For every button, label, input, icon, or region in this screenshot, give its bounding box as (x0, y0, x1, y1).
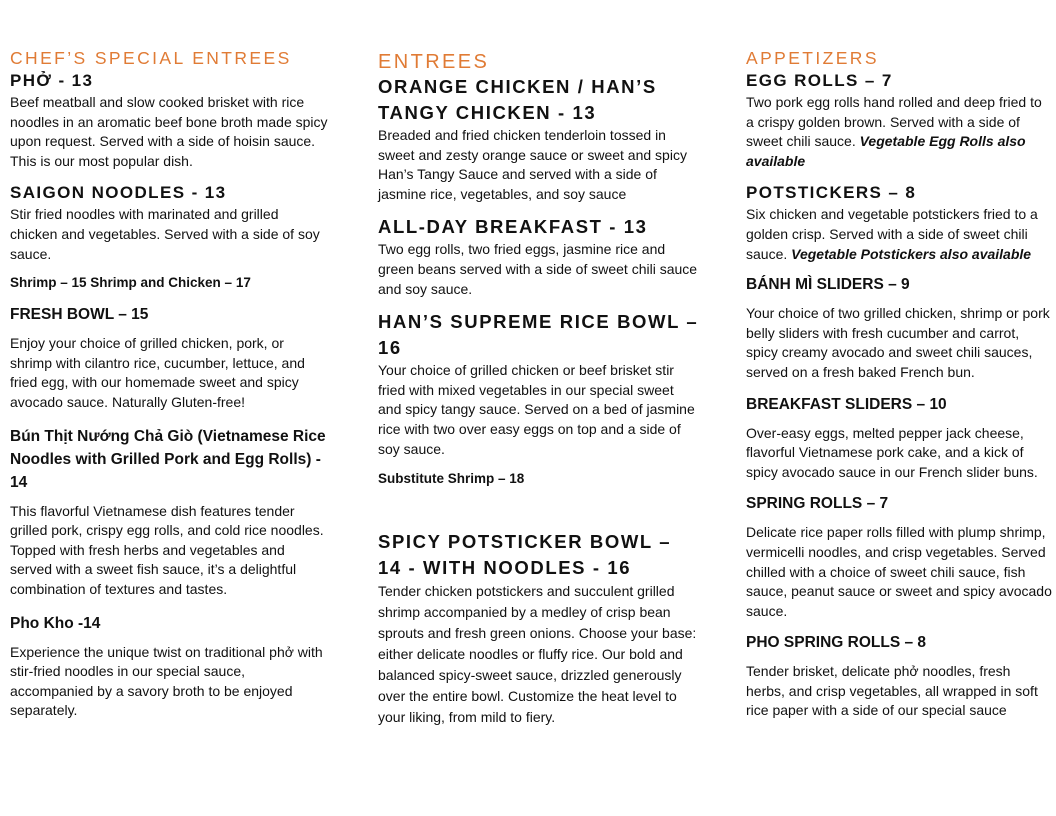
menu-item-spicy-potsticker-bowl (378, 529, 700, 728)
menu-item-saigon-noodles (10, 181, 328, 264)
item-title: SPRING ROLLS – 7 (746, 495, 889, 513)
item-description (746, 93, 1052, 171)
item-description: Experience the unique twist on traditional phở with stir-fried noodles in our special sauce, accompanied by a savory broth to be enjoyed separately. (10, 643, 323, 719)
item-title: ORANGE CHICKEN / HAN’S TANGY CHICKEN - 13 (378, 76, 657, 123)
item-description-text: Six chicken and vegetable potstickers fried to a golden crisp. Served with a side of sweet chili sauce. (746, 206, 1038, 262)
item-description: Tender chicken potstickers and succulent grilled shrimp accompanied by a medley of crisp bean sprouts and fresh green onions. Choose your base: either delicate noodles or fluffy rice. Our bold and balanced spicy-sweet sauce, drizzled generously over the entire bowl. Customize the heat level to your liking, from mild to fiery. (378, 583, 697, 726)
item-title: Pho Kho -14 (10, 614, 101, 632)
menu-item-spring-rolls (746, 492, 1052, 621)
item-description: This flavorful Vietnamese dish features tender grilled pork, crispy egg rolls, and cold rice noodles. Topped with fresh herbs and vegetables and served with a sweet fish sauce, it’s a delightful combination of textures and tastes. (10, 502, 324, 597)
section-heading-chefs-special: CHEF’S SPECIAL ENTREES (10, 48, 292, 68)
item-description: Enjoy your choice of grilled chicken, pork, or shrimp with cilantro rice, cucumber, lettuce, and fried egg, with our homemade sweet and spicy avocado sauce. Naturally Gluten-free! (10, 335, 305, 410)
item-note: Vegetable Egg Rolls also available (746, 133, 1026, 169)
menu-item-pho (10, 69, 328, 171)
menu-item-bun-thit-nuong (10, 425, 328, 600)
item-title: BREAKFAST SLIDERS – 10 (746, 395, 947, 413)
item-title: HAN’S SUPREME RICE BOWL – 16 (378, 311, 699, 359)
column-chefs-special (10, 48, 328, 721)
menu-item-fresh-bowl (10, 303, 328, 412)
menu-item-breakfast-sliders (746, 393, 1052, 483)
menu-item-all-day-breakfast (378, 214, 700, 299)
item-title: BÁNH MÌ SLIDERS – 9 (746, 276, 910, 294)
item-description: Tender brisket, delicate phở noodles, fresh herbs, and crisp vegetables, all wrapped in soft rice paper with a side of our special sauce (746, 663, 1038, 719)
item-title: Bún Thịt Nướng Chả Giò (Vietnamese Rice Noodles with Grilled Pork and Egg Rolls) - 14 (10, 427, 326, 491)
item-title: POTSTICKERS – 8 (746, 183, 917, 203)
item-description: Breaded and fried chicken tenderloin tossed in sweet and zesty orange sauce or sweet and spicy Han’s Tangy Sauce and served with a side of jasmine rice, vegetables, and soy sauce (378, 127, 687, 202)
item-title: PHO SPRING ROLLS – 8 (746, 634, 927, 652)
menu-item-pho-spring-rolls (746, 631, 1052, 721)
section-heading-entrees: ENTREES (378, 51, 490, 73)
item-title: SPICY POTSTICKER BOWL – 14 - WITH NOODLES - 16 (378, 531, 672, 579)
menu-item-potstickers (746, 181, 1052, 264)
column-appetizers (746, 48, 1052, 721)
item-title: EGG ROLLS – 7 (746, 71, 893, 90)
menu-item-shrimp-options (10, 273, 328, 293)
item-description: Delicate rice paper rolls filled with plump shrimp, vermicelli noodles, and crisp vegetables. Served chilled with a choice of sweet chili sauce, fish sauce, peanut sauce or sweet and spicy avocado sauce. (746, 524, 1052, 619)
item-description: Stir fried noodles with marinated and grilled chicken and vegetables. Served with a side of soy sauce. (10, 206, 320, 262)
menu-item-substitute-shrimp (378, 469, 700, 489)
item-description: Your choice of two grilled chicken, shrimp or pork belly sliders with fresh cucumber and carrot, spicy creamy avocado and sweet chili sauces, served on a fresh baked French bun. (746, 305, 1050, 380)
section-heading-appetizers: APPETIZERS (746, 48, 879, 68)
menu-item-orange-chicken (378, 74, 700, 204)
item-description: Your choice of grilled chicken or beef brisket stir fried with mixed vegetables in our special sweet and spicy tangy sauce. Served on a bed of jasmine rice with two over easy eggs on top and a side of soy sauce. (378, 362, 695, 457)
item-title: ALL-DAY BREAKFAST - 13 (378, 216, 648, 238)
item-note: Vegetable Potstickers also available (791, 245, 1032, 262)
item-description: Beef meatball and slow cooked brisket with rice noodles in an aromatic beef bone broth made spicy upon request. Served with a side of hoisin sauce. This is our most popular dish. (10, 94, 328, 169)
menu-item-banh-mi-sliders (746, 273, 1052, 382)
item-description (746, 205, 1052, 264)
item-description-text: Two pork egg rolls hand rolled and deep fried to a crispy golden brown. Served with a side of sweet chili sauce. (746, 94, 1042, 150)
column-entrees (378, 48, 700, 728)
menu-item-egg-rolls (746, 69, 1052, 171)
menu-item-supreme-rice-bowl (378, 309, 700, 459)
item-subtitle: Shrimp – 15 Shrimp and Chicken – 17 (10, 275, 251, 291)
item-subtitle: Substitute Shrimp – 18 (378, 471, 525, 487)
item-title: FRESH BOWL – 15 (10, 306, 149, 324)
item-title: PHỞ - 13 (10, 71, 94, 90)
menu-item-pho-kho (10, 612, 328, 721)
item-title: SAIGON NOODLES - 13 (10, 183, 227, 203)
item-description: Over-easy eggs, melted pepper jack cheese, flavorful Vietnamese pork cake, and a kick of spicy avocado sauce in our French slider buns. (746, 424, 1038, 480)
item-description: Two egg rolls, two fried eggs, jasmine rice and green beans served with a side of sweet chili sauce and soy sauce. (378, 241, 698, 297)
